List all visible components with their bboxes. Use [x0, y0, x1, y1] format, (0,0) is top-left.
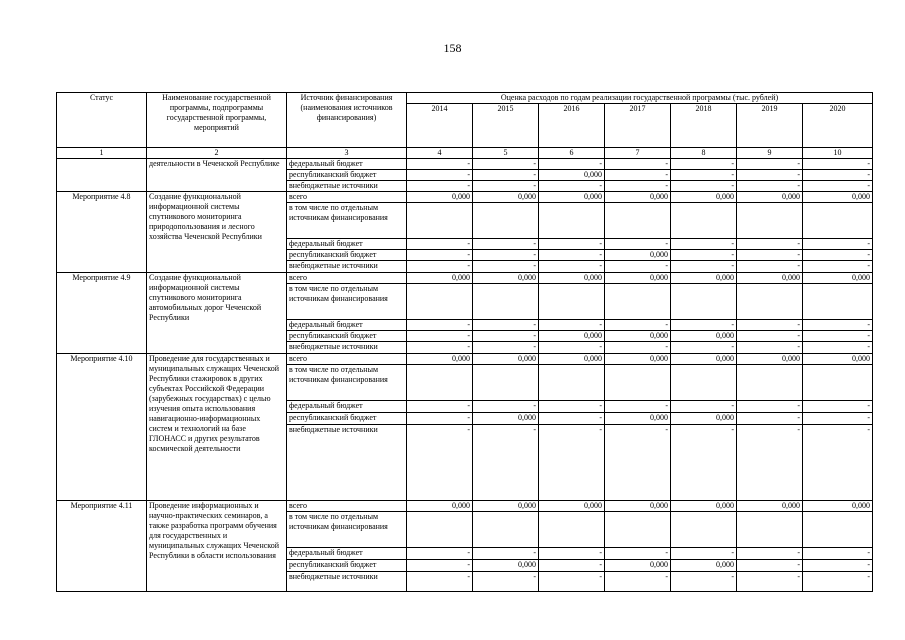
funding-source: в том числе по отдельным источникам финансирования — [287, 365, 407, 401]
amount-cell: 0,000 — [803, 501, 873, 512]
amount-cell: - — [473, 331, 539, 342]
amount-cell: - — [737, 342, 803, 354]
funding-source: федеральный бюджет — [287, 320, 407, 331]
amount-cell — [407, 284, 473, 320]
amount-cell: - — [473, 261, 539, 273]
amount-cell — [671, 203, 737, 239]
amount-cell: - — [539, 401, 605, 413]
amount-cell: - — [473, 342, 539, 354]
amount-cell: 0,000 — [803, 354, 873, 365]
amount-cell: - — [737, 250, 803, 261]
amount-cell: - — [539, 239, 605, 250]
budget-table — [56, 92, 873, 592]
column-number: 2 — [147, 148, 287, 159]
amount-cell: - — [539, 548, 605, 560]
column-number: 10 — [803, 148, 873, 159]
column-number: 9 — [737, 148, 803, 159]
amount-cell — [407, 512, 473, 548]
amount-cell: - — [737, 548, 803, 560]
amount-cell: - — [737, 572, 803, 592]
amount-cell: - — [737, 261, 803, 273]
amount-cell: 0,000 — [473, 273, 539, 284]
amount-cell: 0,000 — [407, 501, 473, 512]
funding-source: внебюджетные источники — [287, 342, 407, 354]
header-year: 2017 — [605, 104, 671, 148]
amount-cell: 0,000 — [539, 273, 605, 284]
amount-cell: - — [605, 320, 671, 331]
amount-cell: - — [407, 261, 473, 273]
amount-cell: 0,000 — [605, 192, 671, 203]
amount-cell — [539, 284, 605, 320]
header-estimate: Оценка расходов по годам реализации государственной программы (тыс. рублей) — [407, 93, 873, 104]
amount-cell: - — [407, 425, 473, 501]
amount-cell: - — [539, 560, 605, 572]
funding-source: всего — [287, 192, 407, 203]
amount-cell: 0,000 — [803, 273, 873, 284]
amount-cell: 0,000 — [473, 501, 539, 512]
activity-name: деятельности в Чеченской Республике — [147, 159, 287, 192]
amount-cell: 0,000 — [605, 560, 671, 572]
amount-cell: - — [671, 572, 737, 592]
amount-cell: - — [803, 548, 873, 560]
amount-cell: - — [671, 239, 737, 250]
amount-cell: - — [803, 560, 873, 572]
amount-cell: - — [803, 413, 873, 425]
amount-cell — [539, 203, 605, 239]
amount-cell: - — [803, 250, 873, 261]
amount-cell: - — [803, 159, 873, 170]
amount-cell: - — [605, 548, 671, 560]
amount-cell: - — [605, 425, 671, 501]
amount-cell: - — [671, 181, 737, 192]
header-year: 2020 — [803, 104, 873, 148]
amount-cell: 0,000 — [671, 560, 737, 572]
amount-cell: - — [803, 320, 873, 331]
amount-cell — [473, 512, 539, 548]
amount-cell: - — [539, 413, 605, 425]
amount-cell: 0,000 — [407, 354, 473, 365]
amount-cell: 0,000 — [473, 413, 539, 425]
amount-cell: - — [407, 401, 473, 413]
table-row — [57, 273, 873, 284]
amount-cell: - — [407, 331, 473, 342]
amount-cell: - — [737, 170, 803, 181]
amount-cell — [737, 512, 803, 548]
amount-cell: 0,000 — [605, 501, 671, 512]
amount-cell: - — [407, 342, 473, 354]
amount-cell: - — [671, 159, 737, 170]
amount-cell: - — [605, 181, 671, 192]
amount-cell: 0,000 — [737, 354, 803, 365]
funding-source: федеральный бюджет — [287, 239, 407, 250]
amount-cell: 0,000 — [473, 192, 539, 203]
amount-cell: - — [539, 250, 605, 261]
amount-cell — [605, 512, 671, 548]
amount-cell: - — [407, 239, 473, 250]
amount-cell: 0,000 — [473, 354, 539, 365]
amount-cell: - — [407, 181, 473, 192]
activity-name: Проведение информационных и научно-практических семинаров, а также разработка программ обучения для государственных и муниципальных служащих Чеченской Республики в области использования — [147, 501, 287, 592]
activity-status: Мероприятие 4.9 — [57, 273, 147, 354]
amount-cell — [539, 365, 605, 401]
amount-cell: 0,000 — [539, 170, 605, 181]
funding-source: республиканский бюджет — [287, 250, 407, 261]
table-row — [57, 192, 873, 203]
amount-cell: 0,000 — [737, 501, 803, 512]
amount-cell: - — [407, 250, 473, 261]
amount-cell: - — [803, 342, 873, 354]
amount-cell: - — [671, 401, 737, 413]
amount-cell: - — [803, 261, 873, 273]
amount-cell: - — [605, 159, 671, 170]
amount-cell: 0,000 — [803, 192, 873, 203]
amount-cell: 0,000 — [671, 273, 737, 284]
amount-cell: - — [407, 560, 473, 572]
amount-cell: 0,000 — [539, 354, 605, 365]
amount-cell: - — [605, 342, 671, 354]
table-row — [57, 159, 873, 170]
table-row — [57, 354, 873, 365]
amount-cell: - — [671, 425, 737, 501]
amount-cell: 0,000 — [473, 560, 539, 572]
amount-cell — [803, 284, 873, 320]
amount-cell: 0,000 — [539, 331, 605, 342]
amount-cell: 0,000 — [671, 331, 737, 342]
amount-cell: - — [803, 331, 873, 342]
amount-cell: - — [737, 560, 803, 572]
amount-cell: 0,000 — [671, 192, 737, 203]
amount-cell — [605, 284, 671, 320]
amount-cell: - — [803, 572, 873, 592]
amount-cell — [737, 203, 803, 239]
amount-cell: - — [605, 401, 671, 413]
amount-cell — [737, 284, 803, 320]
funding-source: республиканский бюджет — [287, 413, 407, 425]
amount-cell: - — [803, 239, 873, 250]
amount-cell: 0,000 — [737, 192, 803, 203]
amount-cell: - — [671, 320, 737, 331]
amount-cell — [803, 203, 873, 239]
amount-cell: - — [473, 239, 539, 250]
amount-cell: - — [803, 170, 873, 181]
amount-cell — [473, 203, 539, 239]
amount-cell: 0,000 — [605, 331, 671, 342]
amount-cell: - — [671, 250, 737, 261]
header-year: 2016 — [539, 104, 605, 148]
activity-status: Мероприятие 4.10 — [57, 354, 147, 501]
amount-cell: - — [407, 320, 473, 331]
funding-source: всего — [287, 501, 407, 512]
amount-cell — [407, 365, 473, 401]
amount-cell: - — [737, 425, 803, 501]
amount-cell: - — [407, 170, 473, 181]
amount-cell: - — [671, 261, 737, 273]
amount-cell: - — [473, 250, 539, 261]
funding-source: всего — [287, 273, 407, 284]
header-year: 2018 — [671, 104, 737, 148]
header-source: Источник финансирования (наименования источников финансирования) — [287, 93, 407, 148]
amount-cell: - — [473, 401, 539, 413]
amount-cell: 0,000 — [407, 273, 473, 284]
amount-cell: 0,000 — [407, 192, 473, 203]
funding-source: федеральный бюджет — [287, 548, 407, 560]
activity-name: Проведение для государственных и муниципальных служащих Чеченской Республики стажировок в других субъектах Российской Федерации (зарубежных государствах) с целью изучения опыта использования навигационно-информационных систем и технологий на базе ГЛОНАСС и других результатов космической деятельности — [147, 354, 287, 501]
header-year: 2014 — [407, 104, 473, 148]
amount-cell: 0,000 — [671, 413, 737, 425]
header-year: 2019 — [737, 104, 803, 148]
amount-cell — [803, 365, 873, 401]
header-name: Наименование государственной программы, подпрограммы государственной программы, мероприятий — [147, 93, 287, 148]
amount-cell: - — [473, 572, 539, 592]
amount-cell: - — [539, 342, 605, 354]
activity-name: Создание функциональной информационной системы спутникового мониторинга природопользования и лесного хозяйства Чеченской Республики — [147, 192, 287, 273]
amount-cell: 0,000 — [605, 354, 671, 365]
amount-cell — [671, 284, 737, 320]
column-number: 3 — [287, 148, 407, 159]
column-number: 5 — [473, 148, 539, 159]
amount-cell: - — [473, 425, 539, 501]
amount-cell: - — [737, 320, 803, 331]
amount-cell: - — [605, 239, 671, 250]
amount-cell: - — [803, 425, 873, 501]
column-number: 7 — [605, 148, 671, 159]
column-number: 6 — [539, 148, 605, 159]
amount-cell: - — [671, 170, 737, 181]
amount-cell: 0,000 — [605, 273, 671, 284]
amount-cell — [473, 284, 539, 320]
table-row — [57, 501, 873, 512]
amount-cell: - — [473, 170, 539, 181]
amount-cell: - — [737, 239, 803, 250]
amount-cell: - — [539, 320, 605, 331]
amount-cell — [539, 512, 605, 548]
column-number: 8 — [671, 148, 737, 159]
funding-source: республиканский бюджет — [287, 170, 407, 181]
amount-cell — [671, 512, 737, 548]
funding-source: республиканский бюджет — [287, 560, 407, 572]
amount-cell: - — [407, 413, 473, 425]
amount-cell: - — [407, 159, 473, 170]
amount-cell: - — [803, 401, 873, 413]
funding-source: внебюджетные источники — [287, 181, 407, 192]
funding-source: внебюджетные источники — [287, 425, 407, 501]
amount-cell: - — [737, 331, 803, 342]
amount-cell: 0,000 — [539, 192, 605, 203]
amount-cell: - — [539, 425, 605, 501]
funding-source: в том числе по отдельным источникам финансирования — [287, 203, 407, 239]
amount-cell: - — [803, 181, 873, 192]
amount-cell: - — [671, 548, 737, 560]
amount-cell — [671, 365, 737, 401]
column-number: 1 — [57, 148, 147, 159]
amount-cell: - — [539, 181, 605, 192]
amount-cell: - — [473, 548, 539, 560]
funding-source: в том числе по отдельным источникам финансирования — [287, 512, 407, 548]
header-year: 2015 — [473, 104, 539, 148]
amount-cell — [605, 365, 671, 401]
amount-cell — [803, 512, 873, 548]
activity-status: Мероприятие 4.11 — [57, 501, 147, 592]
amount-cell: - — [671, 342, 737, 354]
amount-cell — [407, 203, 473, 239]
amount-cell: 0,000 — [671, 501, 737, 512]
amount-cell — [605, 203, 671, 239]
funding-source: федеральный бюджет — [287, 159, 407, 170]
amount-cell: - — [737, 413, 803, 425]
activity-status — [57, 159, 147, 192]
amount-cell: - — [605, 170, 671, 181]
amount-cell: 0,000 — [605, 250, 671, 261]
amount-cell: - — [539, 572, 605, 592]
column-number: 4 — [407, 148, 473, 159]
header-status: Статус — [57, 93, 147, 148]
amount-cell: 0,000 — [671, 354, 737, 365]
funding-source: внебюджетные источники — [287, 572, 407, 592]
amount-cell: - — [407, 548, 473, 560]
amount-cell: - — [539, 159, 605, 170]
amount-cell: - — [407, 572, 473, 592]
page-number: 158 — [443, 41, 462, 55]
amount-cell: - — [605, 261, 671, 273]
amount-cell: - — [737, 401, 803, 413]
amount-cell: 0,000 — [737, 273, 803, 284]
activity-name: Создание функциональной информационной системы спутникового мониторинга автомобильных дорог Чеченской Республики — [147, 273, 287, 354]
budget-table-body — [57, 159, 873, 592]
amount-cell: - — [473, 181, 539, 192]
activity-status: Мероприятие 4.8 — [57, 192, 147, 273]
amount-cell — [737, 365, 803, 401]
funding-source: всего — [287, 354, 407, 365]
funding-source: республиканский бюджет — [287, 331, 407, 342]
funding-source: в том числе по отдельным источникам финансирования — [287, 284, 407, 320]
amount-cell: - — [473, 159, 539, 170]
amount-cell: - — [737, 159, 803, 170]
amount-cell: - — [737, 181, 803, 192]
amount-cell: - — [605, 572, 671, 592]
amount-cell: - — [539, 261, 605, 273]
amount-cell — [473, 365, 539, 401]
amount-cell: - — [473, 320, 539, 331]
amount-cell: 0,000 — [605, 413, 671, 425]
amount-cell: 0,000 — [539, 501, 605, 512]
funding-source: федеральный бюджет — [287, 401, 407, 413]
funding-source: внебюджетные источники — [287, 261, 407, 273]
